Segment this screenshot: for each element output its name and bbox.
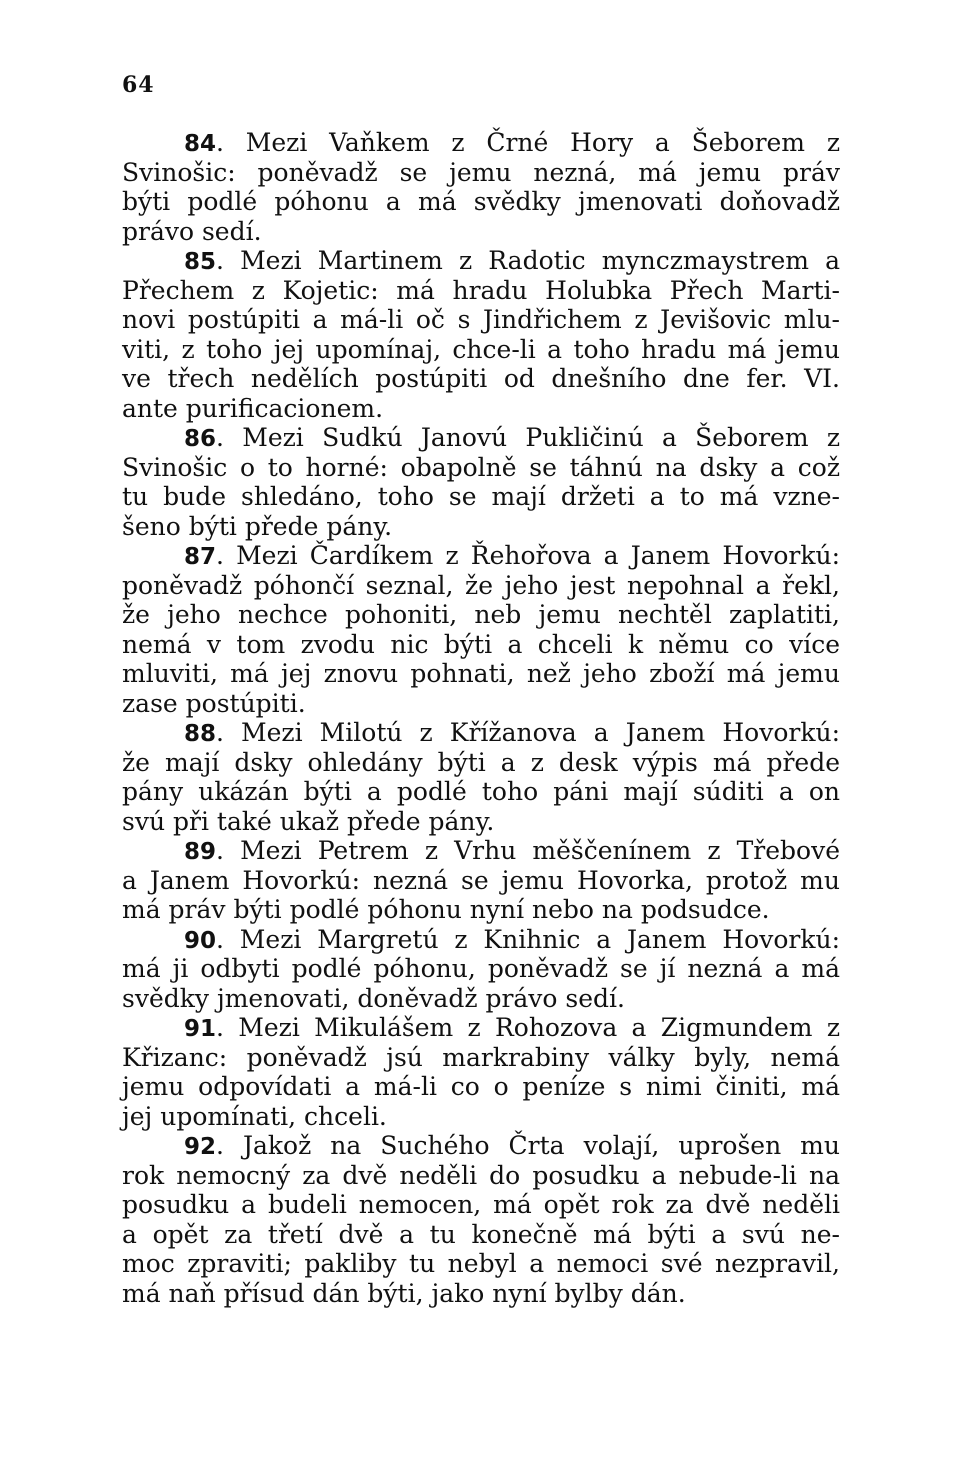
paragraph-number: 92 [184,1134,217,1160]
paragraph-number: 91 [184,1016,217,1042]
paragraph-number: 85 [184,249,217,275]
text-line [122,866,840,896]
text-line [122,1161,840,1191]
paragraph-89 [122,836,840,925]
line-text: . Mezi Martinem z Radotic mynczmaystrem a [216,246,840,275]
paragraph-number: 87 [184,544,217,570]
paragraph-90 [122,925,840,1014]
line-text: jej upomínati, chceli. [122,1101,387,1131]
text-line [122,423,840,453]
line-text: . Mezi Vaňkem z Črné Hory a Šeborem z [216,128,840,157]
text-line [122,630,840,660]
line-text: . Mezi Margretú z Knihnic a Janem Hovorkú: [216,924,840,954]
line-text: Svinošic o to horné: obapolně se táhnú na dsky a což [122,452,840,482]
line-text: posudku a budeli nemocen, má opět rok za dvě neděli [122,1190,840,1219]
text-line [122,128,840,158]
text-line [122,1190,840,1220]
line-text: že mají dsky ohledány býti a z desk výpis má přede [122,747,840,777]
text-line [122,1043,840,1073]
line-text: zase postúpiti. [122,688,306,718]
paragraph-84 [122,128,840,246]
text-line [122,246,840,276]
line-text: ve třech nedělích postúpiti od dnešního dne fer. VI. [122,364,840,393]
line-text: viti, z toho jej upomínaj, chce-li a toho hradu má jemu [122,334,840,364]
text-line [122,1249,840,1279]
line-text: . Jakož na Suchého Črta volají, uprošen mu [216,1131,840,1160]
paragraph-87 [122,541,840,718]
line-text: . Mezi Petrem z Vrhu měščenínem z Třebové [216,836,840,865]
text-line [122,571,840,601]
text-line [122,954,840,984]
line-text: . Mezi Milotú z Křížanova a Janem Hovorkú: [216,718,840,747]
text-line [122,187,840,217]
line-text: . Mezi Čardíkem z Řehořova a Janem Hovorkú: [216,541,840,570]
text-line [122,659,840,689]
line-text: že jeho nechce pohoniti, neb jemu nechtěl zaplatiti, [122,600,840,629]
line-text: novi postúpiti a má-li oč s Jindřichem z Jevišovic mlu- [122,305,840,334]
text-line [122,453,840,483]
line-text: moc zpraviti; pakliby tu nebyl a nemoci své nezpravil, [122,1249,840,1278]
paragraph-88 [122,718,840,836]
text-line [122,512,840,542]
paragraph-86 [122,423,840,541]
paragraph-number: 88 [184,721,217,747]
text-line [122,777,840,807]
line-text: poněvadž póhončí seznal, že jeho jest nepohnal a řekl, [122,570,840,600]
line-text: pány ukázán býti a podlé toho páni mají súditi a on [122,777,840,806]
line-text: svědky jmenovati, doněvadž právo sedí. [122,983,625,1013]
line-text: jemu odpovídati a má-li co o peníze s nimi činiti, má [122,1072,840,1101]
paragraph-number: 84 [184,131,217,157]
body-text [122,128,840,1308]
paragraph-85 [122,246,840,423]
paragraph-91 [122,1013,840,1131]
line-text: . Mezi Mikulášem z Rohozova a Zigmundem z [216,1013,840,1042]
text-line [122,895,840,925]
text-line [122,689,840,719]
text-line [122,364,840,394]
text-line [122,718,840,748]
paragraph-92 [122,1131,840,1308]
text-line [122,836,840,866]
line-text: Svinošic: poněvadž se jemu nezná, má jemu práv [122,157,840,187]
line-text: a opět za třetí dvě a tu konečně má býti a svú ne- [122,1219,840,1249]
paragraph-number: 89 [184,839,217,865]
paragraph-number: 90 [184,927,217,954]
line-text: nemá v tom zvodu nic býti a chceli k němu co více [122,629,840,659]
text-line [122,541,840,571]
line-text: a Janem Hovorkú: nezná se jemu Hovorka, protož mu [122,865,840,895]
line-text: právo sedí. [122,216,262,246]
line-text: svú při také ukaž přede pány. [122,806,495,836]
line-text: šeno býti přede pány. [122,511,393,541]
line-text: má ji odbyti podlé póhonu, poněvadž se jí nezná a má [122,954,840,983]
line-text: Přechem z Kojetic: má hradu Holubka Přech Marti- [122,275,840,305]
text-line [122,1102,840,1132]
text-line [122,807,840,837]
text-line [122,217,840,247]
text-line [122,1279,840,1309]
line-text: . Mezi Sudkú Janovú Pukličinú a Šeborem z [216,423,840,452]
text-line [122,305,840,335]
line-text: Křizanc: poněvadž jsú markrabiny války byly, nemá [122,1042,840,1072]
text-line [122,984,840,1014]
line-text: má práv býti podlé póhonu nyní nebo na podsudce. [122,895,770,924]
line-text: tu bude shledáno, toho se mají držeti a to má vzne- [122,482,840,511]
text-line [122,482,840,512]
text-line [122,158,840,188]
text-line [122,1131,840,1161]
line-text: mluviti, má jej znovu pohnati, než jeho zboží má jemu [122,659,840,688]
line-text: ante purificacionem. [122,393,384,423]
line-text: má naň přísud dán býti, jako nyní bylby dán. [122,1278,686,1308]
text-line [122,748,840,778]
text-line [122,1220,840,1250]
text-line [122,276,840,306]
text-line [122,1072,840,1102]
page-number: 64 [122,72,155,98]
text-line [122,335,840,365]
line-text: rok nemocný za dvě neděli do posudku a nebude-li na [122,1160,840,1190]
text-line [122,600,840,630]
text-line [122,925,840,955]
paragraph-number: 86 [184,426,217,452]
text-line [122,1013,840,1043]
text-line [122,394,840,424]
line-text: býti podlé póhonu a má svědky jmenovati doňovadž [122,187,840,216]
